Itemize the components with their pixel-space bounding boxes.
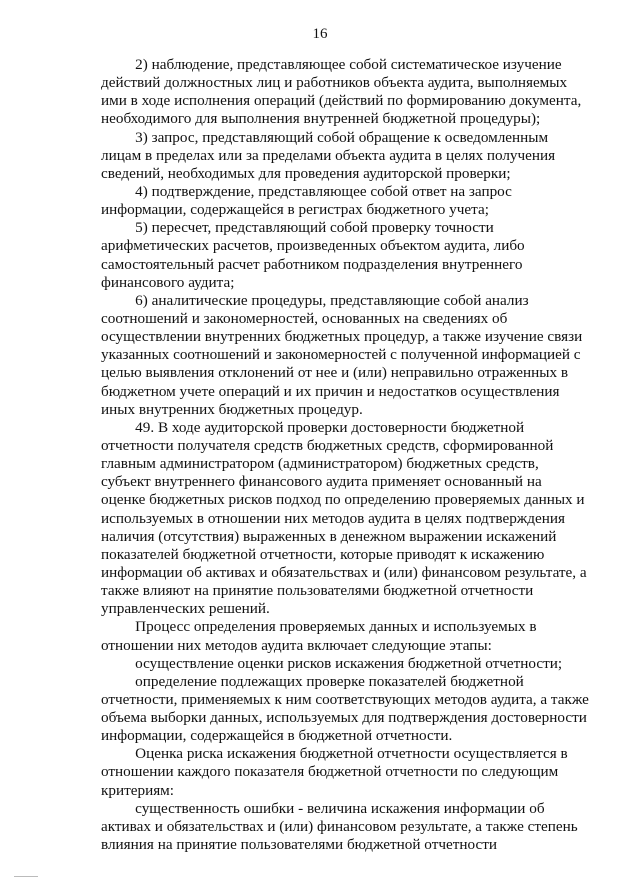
text-line: Оценка риска искажения бюджетной отчетности осуществляется в [101,745,568,763]
text-line: критериям: [101,781,175,799]
text-line: 4) подтверждение, представляющее собой ответ на запрос [101,182,512,200]
text-line: информации, содержащейся в регистрах бюджетного учета; [101,201,489,219]
text-line: также влияют на принятие пользователями бюджетной отчетности [101,582,534,600]
text-line: 49. В ходе аудиторской проверки достоверности бюджетной [101,418,525,436]
text-line: 3) запрос, представляющий собой обращение к осведомленным [101,128,549,146]
text-line: определение подлежащих проверке показателей бюджетной [101,672,524,690]
text-line: отношении каждого показателя бюджетной отчетности по следующим [101,763,559,781]
text-line: показателей бюджетной отчетности, которые приводят к искажению [101,545,545,563]
text-line: осуществление оценки рисков искажения бюджетной отчетности; [101,654,563,672]
text-line: арифметических расчетов, произведенных объектом аудита, либо [101,237,525,255]
text-line: осуществлении внутренних бюджетных процедур, а также изучение связи [101,328,583,346]
page-number: 16 [312,26,328,42]
text-line: оценке бюджетных рисков подход по определению проверяемых данных и [101,491,585,509]
text-line: субъект внутреннего финансового аудита применяет основанный на [101,473,542,491]
text-line: 6) аналитические процедуры, представляющие собой анализ [101,291,529,309]
text-line: существенность ошибки - величина искажения информации об [101,799,545,817]
text-line: отношении них методов аудита включает следующие этапы: [101,636,492,654]
text-line: финансового аудита; [101,273,235,291]
text-line: используемых в отношении них методов аудита в целях подтверждения [101,509,566,527]
text-line [101,854,581,872]
text-line: сведений, необходимых для проведения аудиторской проверки; [101,164,511,182]
text-line: ими в ходе исполнения операций (действий по формированию документа, [101,92,582,110]
text-line: бюджетном учете операций и их причин и недостатков осуществления [101,382,560,400]
text-line: указанных соотношений и закономерностей с полученной информацией с [101,346,581,364]
text-line: соотношений и закономерностей, основанных на сведениях об [101,309,508,327]
text-line: информации об активах и обязательствах и (или) финансовом результате, а [101,563,587,581]
text-line: 2) наблюдение, представляющее собой систематическое изучение [101,56,562,73]
text-line: Процесс определения проверяемых данных и используемых в [101,618,537,636]
text-line: отчетности получателя средств бюджетных средств, сформированной [101,436,554,454]
text-line: целью выявления отклонений от нее и (или) неправильно отраженных в [101,364,569,382]
document-body [101,56,589,872]
text-line: лицам в пределах или за пределами объекта аудита в целях получения [101,146,556,164]
text-line: 5) пересчет, представляющий собой проверку точности [101,219,494,237]
text-line: объема выборки данных, используемых для подтверждения достоверности [101,709,587,727]
text-line: информации, содержащейся в бюджетной отчетности. [101,727,453,745]
text-line: влияния на принятие пользователями бюджетной отчетности [101,836,497,854]
text-line: необходимого для выполнения внутренней бюджетной процедуры); [101,110,541,128]
scan-mark [14,876,38,877]
text-line: активах и обязательствах и (или) финансовом результате, а также степень [101,817,578,835]
text-line: самостоятельный расчет работником подразделения внутреннего [101,255,523,273]
text-line: отчетности, применяемых к ним соответствующих методов аудита, а также [101,690,589,708]
text-line: наличия (отсутствия) выраженных в денежном выражении искажений [101,527,557,545]
text-line: действий должностных лиц и работников объекта аудита, выполняемых [101,74,568,92]
text-line: управленческих решений. [101,600,270,618]
text-line: иных внутренних бюджетных процедур. [101,400,363,418]
text-line: главным администратором (администратором) бюджетных средств, [101,455,539,473]
